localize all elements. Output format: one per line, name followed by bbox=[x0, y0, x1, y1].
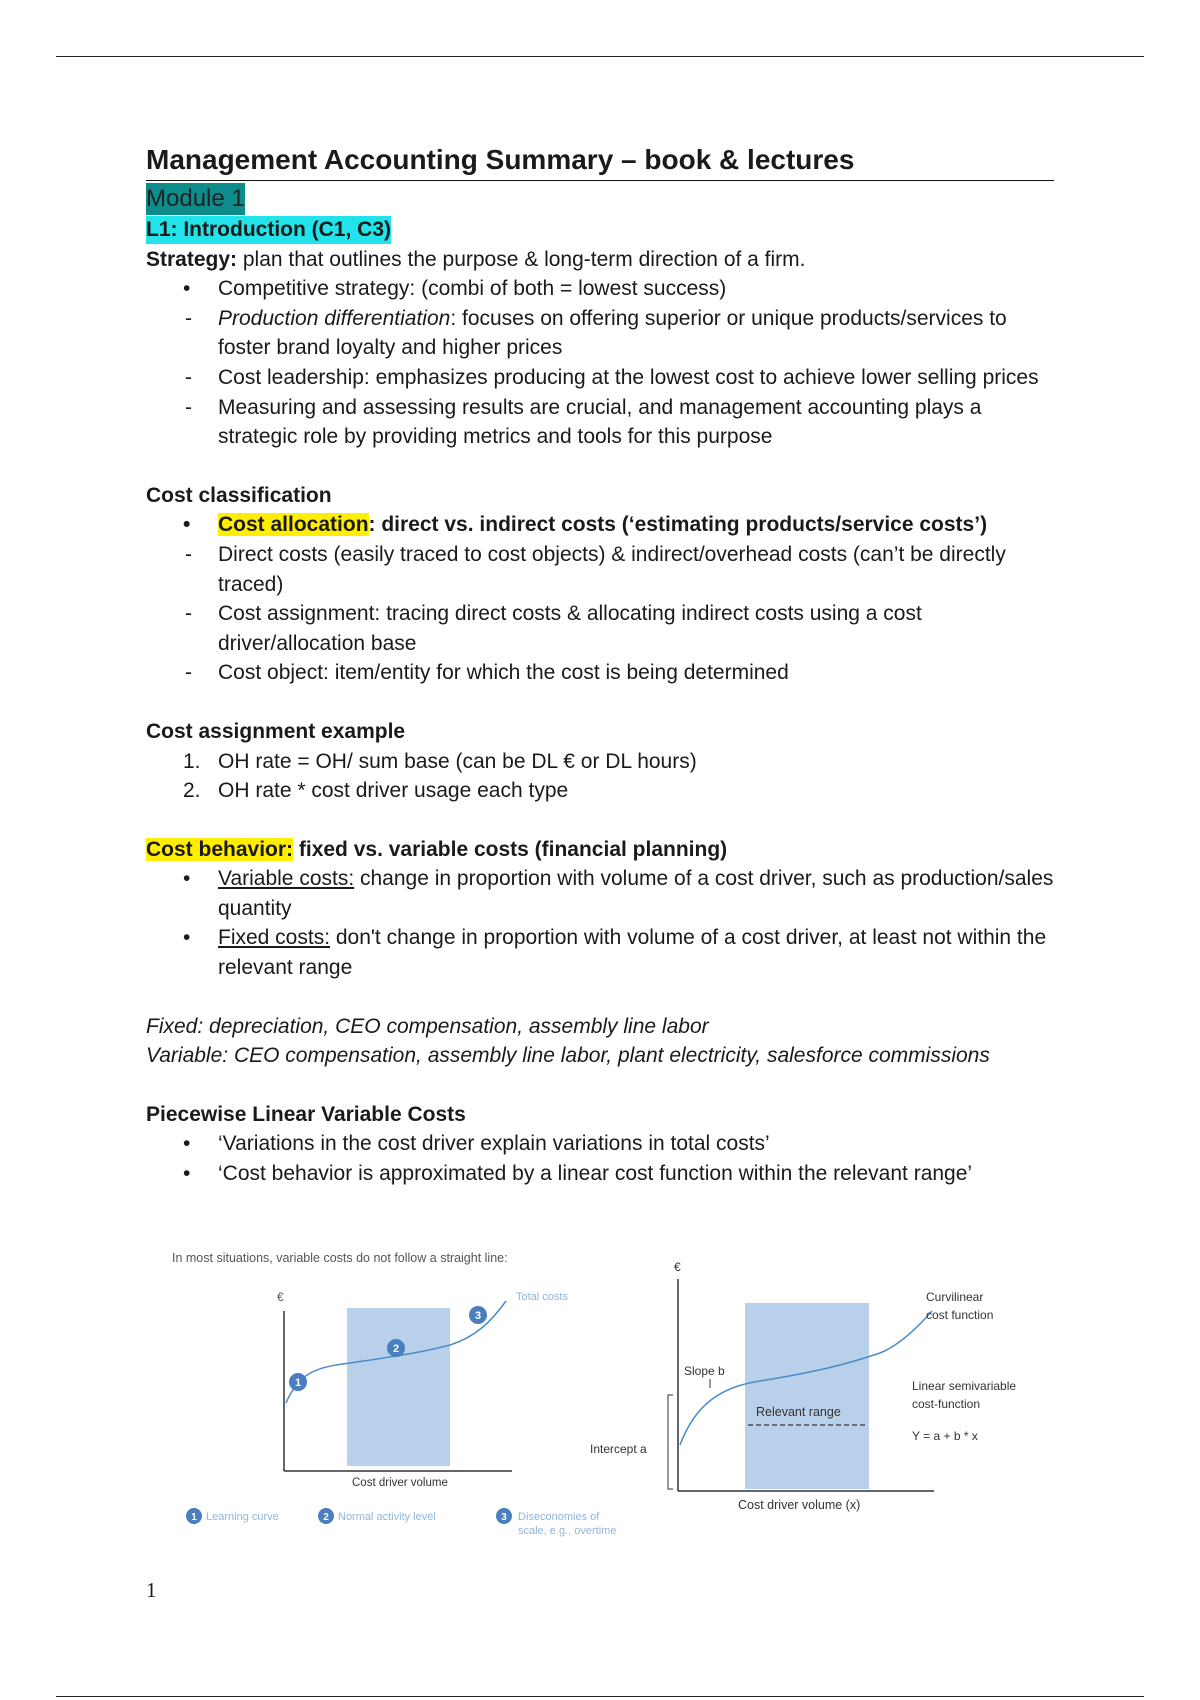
formula-label: Y = a + b * x bbox=[912, 1429, 978, 1443]
figure-left-y-axis: € bbox=[277, 1290, 284, 1304]
lecture-heading: L1: Introduction (C1, C3) bbox=[146, 216, 391, 244]
document-title: Management Accounting Summary – book & lectures bbox=[146, 140, 1054, 181]
figure-right-x-axis: Cost driver volume (x) bbox=[738, 1498, 861, 1512]
svg-text:2: 2 bbox=[323, 1512, 329, 1523]
page-number: 1 bbox=[146, 1578, 157, 1602]
section-heading: Cost classification bbox=[146, 483, 332, 507]
svg-text:1: 1 bbox=[294, 1377, 302, 1389]
svg-text:1: 1 bbox=[191, 1512, 197, 1523]
list-item: - Cost assignment: tracing direct costs & allocating indirect costs using a cost driver/allocation base bbox=[185, 602, 922, 655]
section-heading: Cost assignment example bbox=[146, 719, 406, 743]
page-body bbox=[146, 140, 1054, 1189]
header-rule bbox=[56, 56, 1144, 57]
list-item: - Production differentiation: focuses on offering superior or unique products/services to foster brand loyalty and higher prices bbox=[185, 306, 1007, 360]
list-item: - Cost leadership: emphasizes producing at the lowest cost to achieve lower selling prices bbox=[185, 365, 1039, 389]
list-item: • ‘Variations in the cost driver explain variations in total costs’ bbox=[183, 1132, 770, 1156]
linear-label-1: Linear semivariable bbox=[912, 1379, 1017, 1393]
list-item: - Direct costs (easily traced to cost objects) & indirect/overhead costs (can’t be directly traced) bbox=[185, 542, 1006, 596]
figure-right bbox=[590, 1245, 1140, 1545]
figure-left-caption: In most situations, variable costs do not follow a straight line: bbox=[172, 1251, 508, 1265]
list-item: • Variable costs: change in proportion with volume of a cost driver, such as production/sales quantity bbox=[183, 867, 1054, 920]
list-item: • Competitive strategy: (combi of both = lowest success) bbox=[183, 277, 727, 301]
intercept-bracket bbox=[668, 1395, 673, 1489]
list-item: 2. OH rate * cost driver usage each type bbox=[183, 779, 569, 803]
legend-2: Normal activity level bbox=[338, 1511, 436, 1523]
figures bbox=[160, 1245, 1140, 1545]
list-item: 1. OH rate = OH/ sum base (can be DL € or DL hours) bbox=[183, 749, 697, 773]
variable-examples: Variable: CEO compensation, assembly line labor, plant electricity, salesforce commissions bbox=[146, 1044, 990, 1068]
curvilinear-label-2: cost function bbox=[926, 1308, 994, 1322]
normal-range-band bbox=[347, 1308, 450, 1466]
list-item: • ‘Cost behavior is approximated by a linear cost function within the relevant range’ bbox=[183, 1162, 973, 1186]
list-item: - Cost object: item/entity for which the cost is being determined bbox=[185, 661, 789, 685]
svg-text:3: 3 bbox=[501, 1512, 507, 1523]
legend-3a: Diseconomies of bbox=[518, 1511, 600, 1523]
intercept-label: Intercept a bbox=[590, 1442, 647, 1456]
section-heading: Cost behavior: fixed vs. variable costs (financial planning) bbox=[146, 837, 728, 861]
figure-left-x-axis: Cost driver volume bbox=[352, 1477, 448, 1489]
figure-right-y-axis: € bbox=[674, 1260, 681, 1274]
svg-text:3: 3 bbox=[474, 1310, 482, 1322]
footer-rule bbox=[56, 1696, 1144, 1697]
linear-label-2: cost-function bbox=[912, 1397, 981, 1411]
relevant-range-label: Relevant range bbox=[756, 1405, 841, 1419]
relevant-range-band bbox=[745, 1303, 869, 1489]
total-costs-label: Total costs bbox=[516, 1291, 568, 1303]
section-heading: Piecewise Linear Variable Costs bbox=[146, 1102, 466, 1126]
curvilinear-label-1: Curvilinear bbox=[926, 1290, 984, 1304]
module-heading: Module 1 bbox=[146, 183, 245, 215]
list-item: • Fixed costs: don't change in proportion with volume of a cost driver, at least not within the relevant range bbox=[183, 926, 1047, 980]
list-item: - Measuring and assessing results are crucial, and management accounting plays a strategic role by providing metrics and tools for this purpose bbox=[185, 395, 982, 449]
legend-3b: scale, e.g., overtime bbox=[518, 1525, 617, 1537]
figure-left bbox=[160, 1245, 630, 1545]
strategy-definition: Strategy: plan that outlines the purpose & long-term direction of a firm. bbox=[146, 247, 806, 271]
slope-label: Slope b bbox=[684, 1364, 725, 1378]
svg-text:2: 2 bbox=[392, 1343, 400, 1355]
fixed-examples: Fixed: depreciation, CEO compensation, assembly line labor bbox=[146, 1014, 709, 1038]
list-item: • Cost allocation: direct vs. indirect costs (‘estimating products/service costs’) bbox=[183, 513, 988, 537]
legend-1: Learning curve bbox=[206, 1511, 279, 1523]
